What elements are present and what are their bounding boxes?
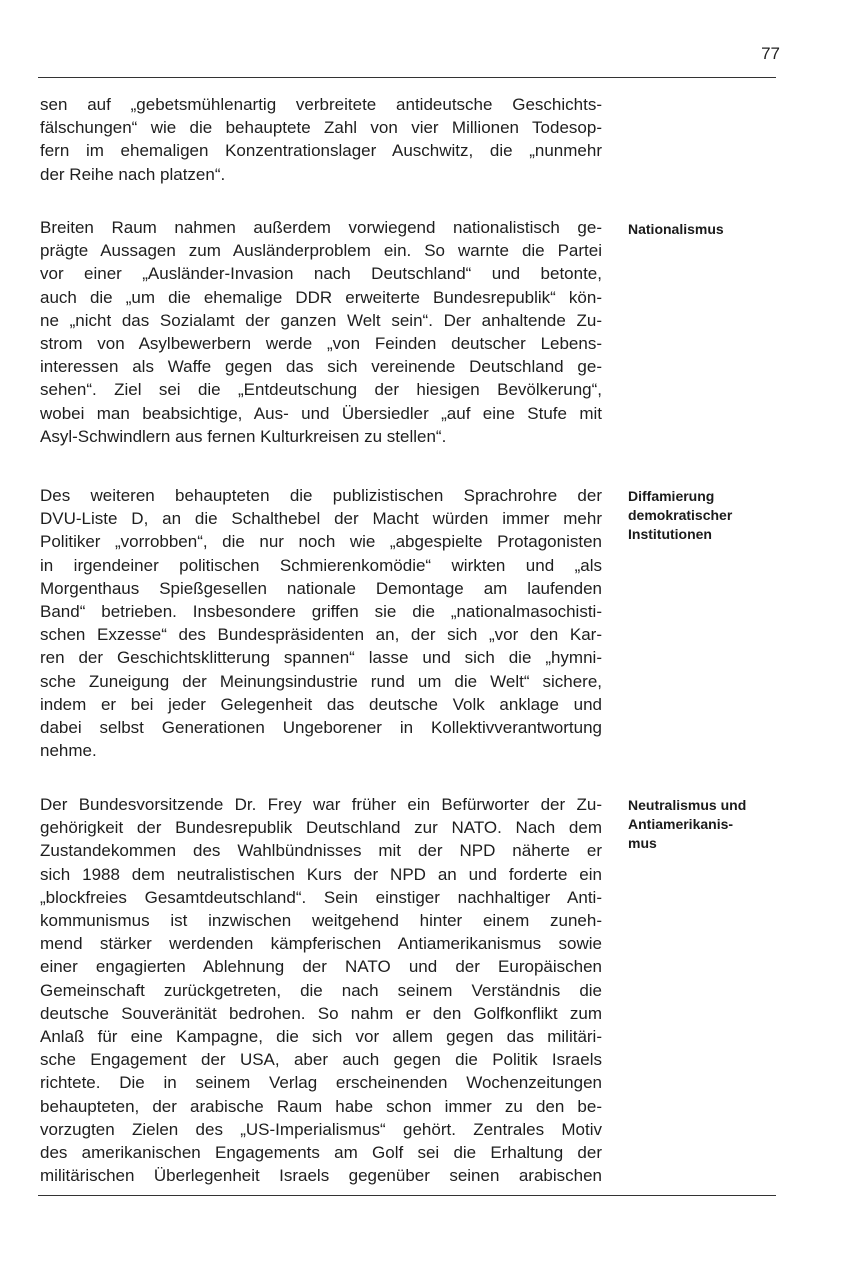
text-line: Des weiteren behaupteten die publizistischen Sprachrohre der — [40, 486, 602, 505]
page-number: 77 — [761, 44, 780, 63]
paragraph-3 — [40, 484, 602, 762]
text-line: fern im ehemaligen Konzentrationslager Auschwitz, die „nunmehr — [40, 141, 602, 161]
text-line: fälschungen“ wie die behauptete Zahl von vier Millionen Todesop- — [40, 118, 602, 138]
text-line: Zustandekommen des Wahlbündnisses mit der NPD näherte er — [40, 841, 602, 861]
text-line: Asyl-Schwindlern aus fernen Kulturkreisen zu stellen“. — [40, 426, 447, 446]
text-line: vor einer „Ausländer-Invasion nach Deutschland“ und betonte, — [40, 264, 602, 284]
margin-note-line: Nationalismus — [628, 221, 724, 237]
text-line: sich 1988 dem neutralistischen Kurs der NPD an und forderte ein — [40, 864, 602, 884]
paragraph-1 — [40, 93, 602, 186]
text-line: auch die „um die ehemalige DDR erweiterte Bundesrepublik“ kön- — [40, 287, 602, 307]
margin-note-line: mus — [628, 835, 657, 851]
margin-note-neutralismus — [628, 796, 778, 853]
text-line: Morgenthaus Spießgesellen nationale Demontage am laufenden — [40, 578, 602, 598]
text-line: behaupteten, der arabische Raum habe schon immer zu den be- — [40, 1096, 602, 1116]
text-line: Gemeinschaft zurückgetreten, die nach seinem Verständnis die — [40, 980, 602, 1000]
text-line: Anlaß für eine Kampagne, die sich vor allem gegen das militäri- — [40, 1027, 602, 1047]
text-line: einer engagierten Ablehnung der NATO und der Europäischen — [40, 957, 602, 977]
margin-note-line: Neutralismus und — [628, 797, 747, 813]
text-line: „blockfreies Gesamtdeutschland“. Sein einstiger nachhaltiger Anti- — [40, 887, 602, 907]
paragraph-2 — [40, 216, 602, 448]
top-rule — [38, 77, 776, 78]
margin-note-nationalismus — [628, 220, 778, 239]
margin-note-line: Antiamerikanis- — [628, 816, 734, 832]
text-line: in irgendeiner politischen Schmierenkomödie“ wirkten und „als — [40, 555, 602, 575]
text-line: interessen als Waffe gegen das sich vereinende Deutschland ge- — [40, 357, 602, 377]
text-line: nehme. — [40, 741, 97, 761]
text-line: vorzugten Zielen des „US-Imperialismus“ gehört. Zentrales Motiv — [40, 1119, 602, 1139]
margin-note-line: Institutionen — [628, 526, 712, 542]
text-line: wobei man beabsichtige, Aus- und Übersiedler „auf eine Stufe mit — [40, 403, 602, 423]
text-line: DVU-Liste D, an die Schalthebel der Macht würden immer mehr — [40, 509, 602, 529]
text-line: prägte Aussagen zum Ausländerproblem ein. So warnte die Partei — [40, 241, 602, 261]
text-line: Der Bundesvorsitzende Dr. Frey war früher ein Befürworter der Zu- — [40, 795, 602, 814]
text-line: dabei selbst Generationen Ungeborener in Kollektivverantwortung — [40, 718, 602, 738]
text-line: indem er bei jeder Gelegenheit das deutsche Volk anklage und — [40, 694, 602, 714]
bottom-rule — [38, 1195, 776, 1196]
text-line: Politiker „vorrobben“, die nur noch wie „abgespielte Protagonisten — [40, 532, 602, 552]
text-line: deutsche Souveränität bedrohen. So nahm er den Golfkonflikt zum — [40, 1003, 602, 1023]
text-line: militärischen Überlegenheit Israels gegenüber seinen arabischen — [40, 1166, 602, 1186]
text-line: strom von Asylbewerbern werde „von Feinden deutscher Lebens- — [40, 334, 602, 354]
text-line: kommunismus ist inzwischen weitgehend hinter einem zuneh- — [40, 911, 602, 931]
text-line: schen Exzesse“ des Bundespräsidenten an, der sich „vor den Kar- — [40, 625, 602, 645]
text-line: Band“ betrieben. Insbesondere griffen sie die „nationalmasochisti- — [40, 602, 602, 622]
text-line: sen auf „gebetsmühlenartig verbreitete antideutsche Geschichts- — [40, 95, 602, 114]
text-line: richtete. Die in seinem Verlag erscheinenden Wochenzeitungen — [40, 1073, 602, 1093]
text-line: mend stärker werdenden kämpferischen Antiamerikanismus sowie — [40, 934, 602, 954]
margin-note-diffamierung — [628, 487, 778, 544]
text-line: gehörigkeit der Bundesrepublik Deutschland zur NATO. Nach dem — [40, 818, 602, 838]
text-line: ren der Geschichtsklitterung spannen“ lasse und sich die „hymni- — [40, 648, 602, 668]
text-line: sehen“. Ziel sei die „Entdeutschung der hiesigen Bevölkerung“, — [40, 380, 602, 400]
text-line: der Reihe nach platzen“. — [40, 164, 226, 184]
margin-note-line: demokratischer — [628, 507, 733, 523]
text-line: ne „nicht das Sozialamt der ganzen Welt sein“. Der anhaltende Zu- — [40, 310, 602, 330]
text-line: Breiten Raum nahmen außerdem vorwiegend nationalistisch ge- — [40, 218, 602, 237]
margin-note-line: Diffamierung — [628, 488, 715, 504]
paragraph-4 — [40, 793, 602, 1187]
text-line: sche Zuneigung der Meinungsindustrie rund um die Welt“ sichere, — [40, 671, 602, 691]
text-line: sche Engagement der USA, aber auch gegen die Politik Israels — [40, 1050, 602, 1070]
text-line: des amerikanischen Engagements am Golf sei die Erhaltung der — [40, 1143, 602, 1163]
